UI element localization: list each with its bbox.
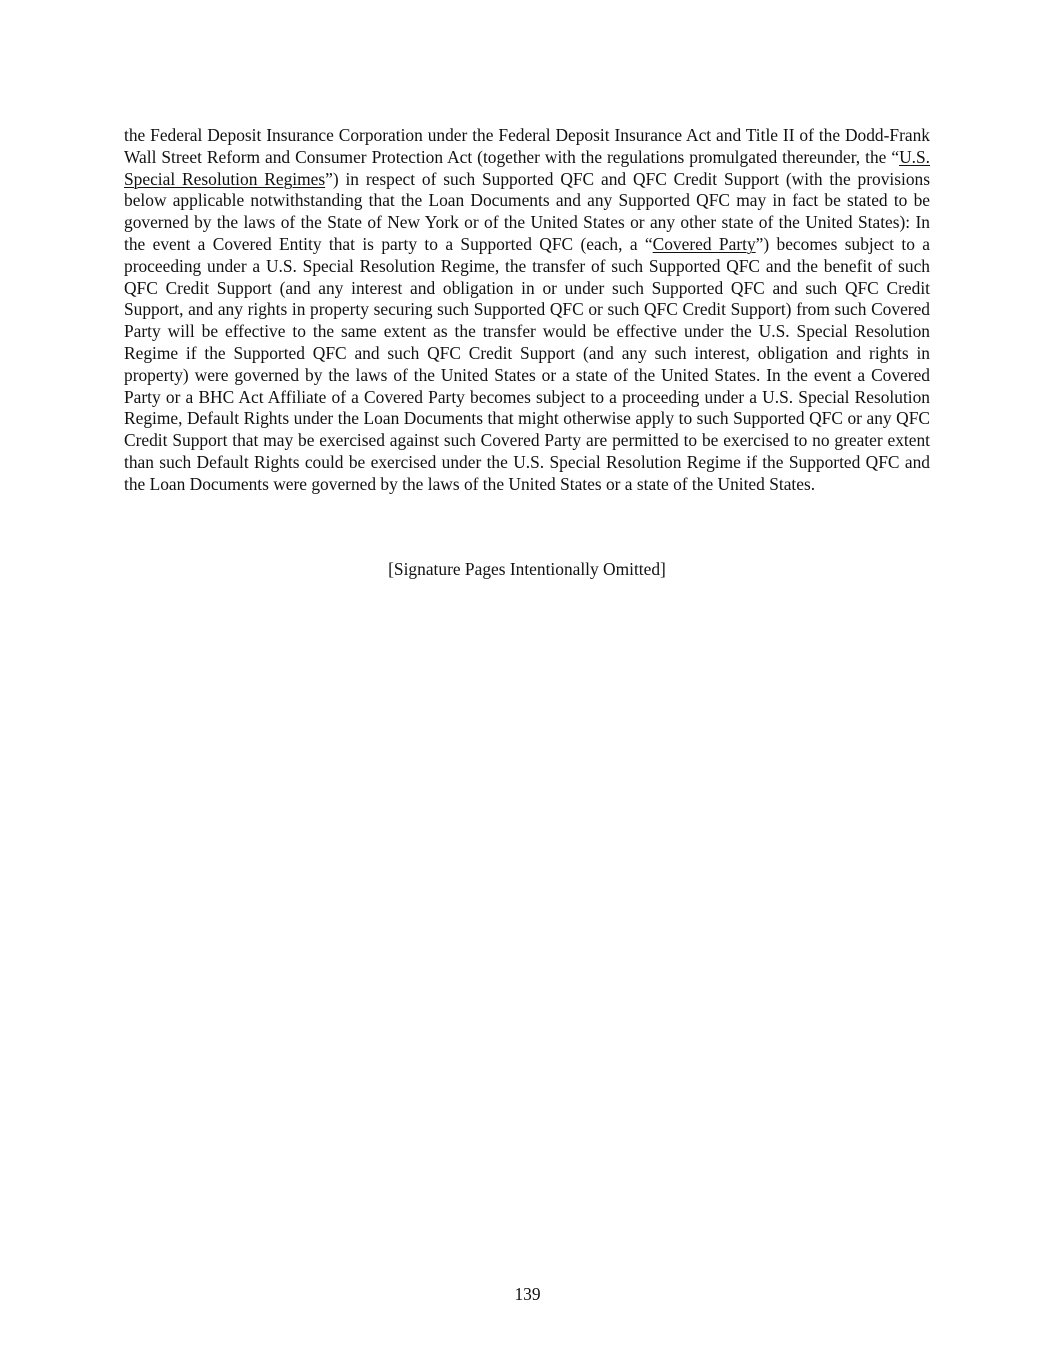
paragraph-text-part-3: ”) becomes subject to a proceeding under a U.S. Special Resolution Regime, the transfer of such Supported QFC and the benefit of such QFC Credit Support (and any interest and obligation in or under such Supported QFC and such QFC Credit Support, and any rights in property securing such Supported QFC or such QFC Credit Support) from such Covered Party will be effective to the same extent as the transfer would be effective under the U.S. Special Resolution Regime if the Supported QFC and such QFC Credit Support (and any such interest, obligation and rights in property) were governed by the laws of the United States or a state of the United States. In the event a Covered Party or a BHC Act Affiliate of a Covered Party becomes subject to a proceeding under a U.S. Special Resolution Regime, Default Rights under the Loan Documents that might otherwise apply to such Supported QFC or any QFC Credit Support that may be exercised against such Covered Party are permitted to be exercised to no greater extent than such Default Rights could be exercised under the U.S. Special Resolution Regime if the Supported QFC and the Loan Documents were governed by the laws of the United States or a state of the United States. [124,233,930,494]
defined-term-us-special-resolution-regimes: U.S. Special Resolution Regimes [124,146,930,189]
page-number: 139 [514,1284,541,1304]
paragraph-text-part-2: ”) in respect of such Supported QFC and QFC Credit Support (with the provisions below applicable notwithstanding that the Loan Documents and any Supported QFC may in fact be stated to be governed by the laws of the State of New York or of the United States or any other state of the United States): In the event a Covered Entity that is party to a Supported QFC (each, a “ [124,168,930,254]
body-paragraph [124,125,930,496]
paragraph-text-part-1: the Federal Deposit Insurance Corporation under the Federal Deposit Insurance Act and Title II of the Dodd-Frank Wall Street Reform and Consumer Protection Act (together with the regulations promulgated thereunder, the “ [124,125,930,167]
signature-pages-note: [Signature Pages Intentionally Omitted] [388,559,666,579]
defined-term-covered-party: Covered Party [652,233,756,254]
